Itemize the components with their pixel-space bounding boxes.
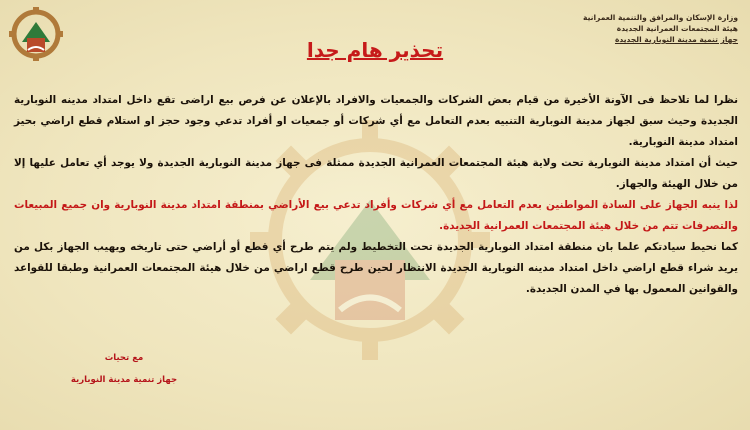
signature-greeting: مع تحيات <box>104 353 144 363</box>
signature-org: جهاز تنمية مدينة النوبارية <box>70 375 178 385</box>
header-ministry: وزارة الإسكان والمرافق والتنمية العمرانية <box>583 13 738 22</box>
header-agency: جهاز تنمية مدينة النوبارية الجديدة <box>614 35 738 44</box>
notice-body <box>14 90 738 300</box>
signature-block <box>44 347 204 391</box>
paragraph-warning: لذا ينبه الجهاز على السادة المواطنين بعدم التعامل مع أي شركات وأفراد تدعي بيع الأراضي بمنطقة امتداد مدينة النوبارية وان جميع المبيعات والتصرفات تتم من خلال هيئة المجتمعات العمرانية الجديدة. <box>14 199 738 232</box>
paragraph-1: نظرا لما تلاحظ فى الآونة الأخيرة من قيام بعض الشركات والجمعيات والافراد بالإعلان عن فرص بيع اراضى تقع داخل امتداد مدينه النوبارية الجديدة وحيث سبق لجهاز مدينة النوبارية التنبيه بعدم التعامل مع أي شركات أو جمعيات او أفراد تدعي وجود حجز او استلام قطع اراضي بحيز امتداد مدينة النوبارية. <box>14 94 738 148</box>
header-authority: هيئة المجتمعات العمرانية الجديدة <box>616 24 738 33</box>
page-title: تحذير هام جدا <box>306 38 444 62</box>
paragraph-4: كما نحيط سيادتكم علما بان منطقة امتداد النوبارية الجديدة تحت التخطيط ولم يتم طرح أي قطع أو أراضي حتى تاريخه ويهيب الجهاز بكل من يريد شراء قطع اراضي داخل امتداد مدينه النوبارية الجديدة الانتظار لحين طرح قطع اراضي من خلال هيئة المجتمعات العمرانية وطبقا للقواعد والقوانين المعمول بها في المدن الجديدة. <box>14 241 738 295</box>
paragraph-2: حيث أن امتداد مدينة النوبارية تحت ولاية هيئة المجتمعات العمرانية الجديدة ممثلة فى جهاز مدينة النوبارية الجديدة ولا يوجد أي تعامل عليها إلا من خلال الهيئة والجهاز. <box>14 157 738 190</box>
